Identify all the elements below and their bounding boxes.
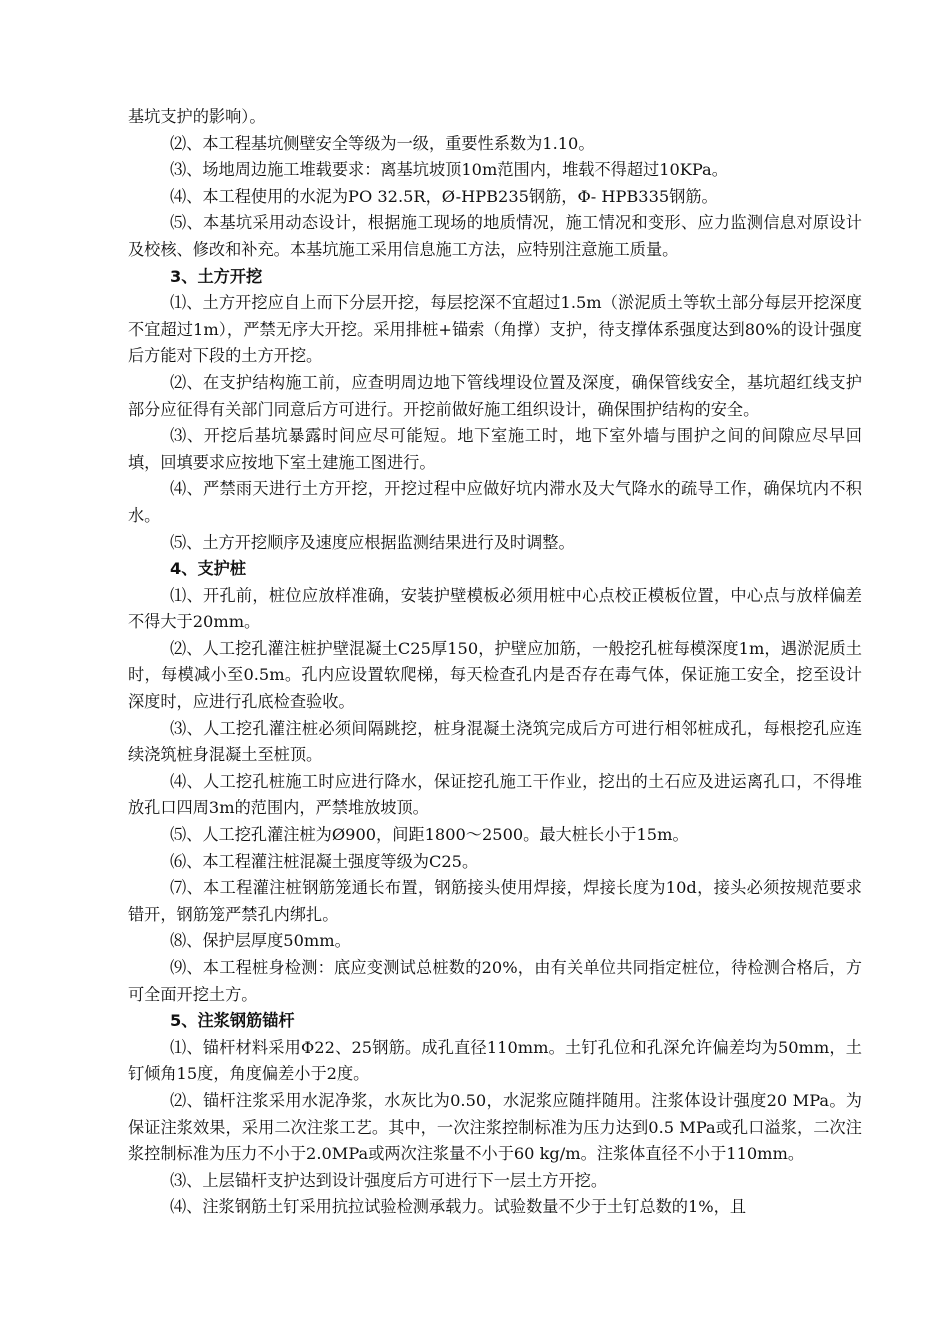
section4-heading: 4、支护桩 bbox=[170, 559, 247, 579]
section4-item-1: ⑴、开孔前，桩位应放样准确，安装护壁模板必须用桩中心点校正模板位置，中心点与放样偏差不得大于20mm。 bbox=[128, 585, 862, 632]
section4-item-7: ⑺、本工程灌注桩钢筋笼通长布置，钢筋接头使用焊接，焊接长度为10d，接头必须按规范要求错开，钢筋笼严禁孔内绑扎。 bbox=[128, 878, 862, 924]
section3-item-3: ⑶、开挖后基坑暴露时间应尽可能短。地下室施工时，地下室外墙与围护之间的间隙应尽早回填，回填要求应按地下室土建施工图进行。 bbox=[128, 426, 862, 472]
section3-item-2: ⑵、在支护结构施工前，应查明周边地下管线埋设位置及深度，确保管线安全，基坑超红线支护部分应征得有关部门同意后方可进行。开挖前做好施工组织设计，确保围护结构的安全。 bbox=[128, 372, 862, 419]
section2-item-2: ⑵、本工程基坑侧壁安全等级为一级，重要性系数为1.10。 bbox=[170, 133, 595, 153]
section4-item-4: ⑷、人工挖孔桩施工时应进行降水，保证挖孔施工干作业，挖出的土石应及进运离孔口，不得堆放孔口四周3m的范围内，严禁堆放坡顶。 bbox=[128, 771, 862, 818]
section4-item-2: ⑵、人工挖孔灌注桩护壁混凝土C25厚150，护壁应加筋，一般挖孔桩每模深度1m，遇淤泥质土时，每模减小至0.5m。孔内应设置软爬梯，每天检查孔内是否存在毒气体，保证施工安全，挖至设计深度时，应进行孔底检查验收。 bbox=[128, 638, 862, 712]
document-page bbox=[128, 104, 862, 1221]
section5-item-1: ⑴、锚杆材料采用Φ22、25钢筋。成孔直径110mm。土钉孔位和孔深允许偏差均为50mm，土钉倾角15度，角度偏差小于2度。 bbox=[128, 1037, 862, 1084]
section4-item-6: ⑹、本工程灌注桩混凝土强度等级为C25。 bbox=[170, 851, 479, 871]
section3-item-5: ⑸、土方开挖顺序及速度应根据监测结果进行及时调整。 bbox=[170, 532, 575, 552]
section2-item-5: ⑸、本基坑采用动态设计，根据施工现场的地质情况，施工情况和变形、应力监测信息对原设计及校核、修改和补充。本基坑施工采用信息施工方法，应特别注意施工质量。 bbox=[128, 213, 862, 259]
section3-item-4: ⑷、严禁雨天进行土方开挖，开挖过程中应做好坑内滞水及大气降水的疏导工作，确保坑内不积水。 bbox=[128, 479, 862, 525]
section3-item-1: ⑴、土方开挖应自上而下分层开挖，每层挖深不宜超过1.5m（淤泥质土等软土部分每层开挖深度不宜超过1m），严禁无序大开挖。采用排桩+锚索（角撑）支护，待支撑体系强度达到80%的设计强度后方能对下段的土方开挖。 bbox=[128, 293, 862, 366]
section5-item-3: ⑶、上层锚杆支护达到设计强度后方可进行下一层土方开挖。 bbox=[170, 1170, 608, 1190]
section3-heading: 3、土方开挖 bbox=[170, 266, 263, 286]
section2-item-4: ⑷、本工程使用的水泥为PO 32.5R，Ø-HPB235钢筋，Φ- HPB335钢筋。 bbox=[170, 186, 718, 206]
intro-paragraph: 基坑支护的影响）。 bbox=[128, 107, 266, 126]
section5-heading: 5、注浆钢筋锚杆 bbox=[170, 1011, 295, 1031]
section5-item-4: ⑷、注浆钢筋土钉采用抗拉试验检测承载力。试验数量不少于土钉总数的1%，且 bbox=[170, 1197, 747, 1217]
section2-item-3: ⑶、场地周边施工堆载要求：离基坑坡顶10m范围内，堆载不得超过10KPa。 bbox=[170, 160, 728, 180]
section4-item-8: ⑻、保护层厚度50mm。 bbox=[170, 931, 351, 951]
section5-item-2: ⑵、锚杆注浆采用水泥净浆，水灰比为0.50，水泥浆应随拌随用。注浆体设计强度20 MPa。为保证注浆效果，采用二次注浆工艺。其中，一次注浆控制标准为压力达到0.5 MPa或孔口溢浆，二次注浆控制标准为压力不小于2.0MPa或两次注浆量不小于60 kg/m。注浆体直径不小于110mm。 bbox=[128, 1090, 862, 1164]
section4-item-9: ⑼、本工程桩身检测：底应变测试总桩数的20%，由有关单位共同指定桩位，待检测合格后，方可全面开挖土方。 bbox=[128, 958, 862, 1004]
section4-item-5: ⑸、人工挖孔灌注桩为Ø900，间距1800～2500。最大桩长小于15m。 bbox=[170, 825, 689, 845]
section4-item-3: ⑶、人工挖孔灌注桩必须间隔跳挖，桩身混凝土浇筑完成后方可进行相邻桩成孔，每根挖孔应连续浇筑桩身混凝土至桩顶。 bbox=[128, 718, 862, 765]
